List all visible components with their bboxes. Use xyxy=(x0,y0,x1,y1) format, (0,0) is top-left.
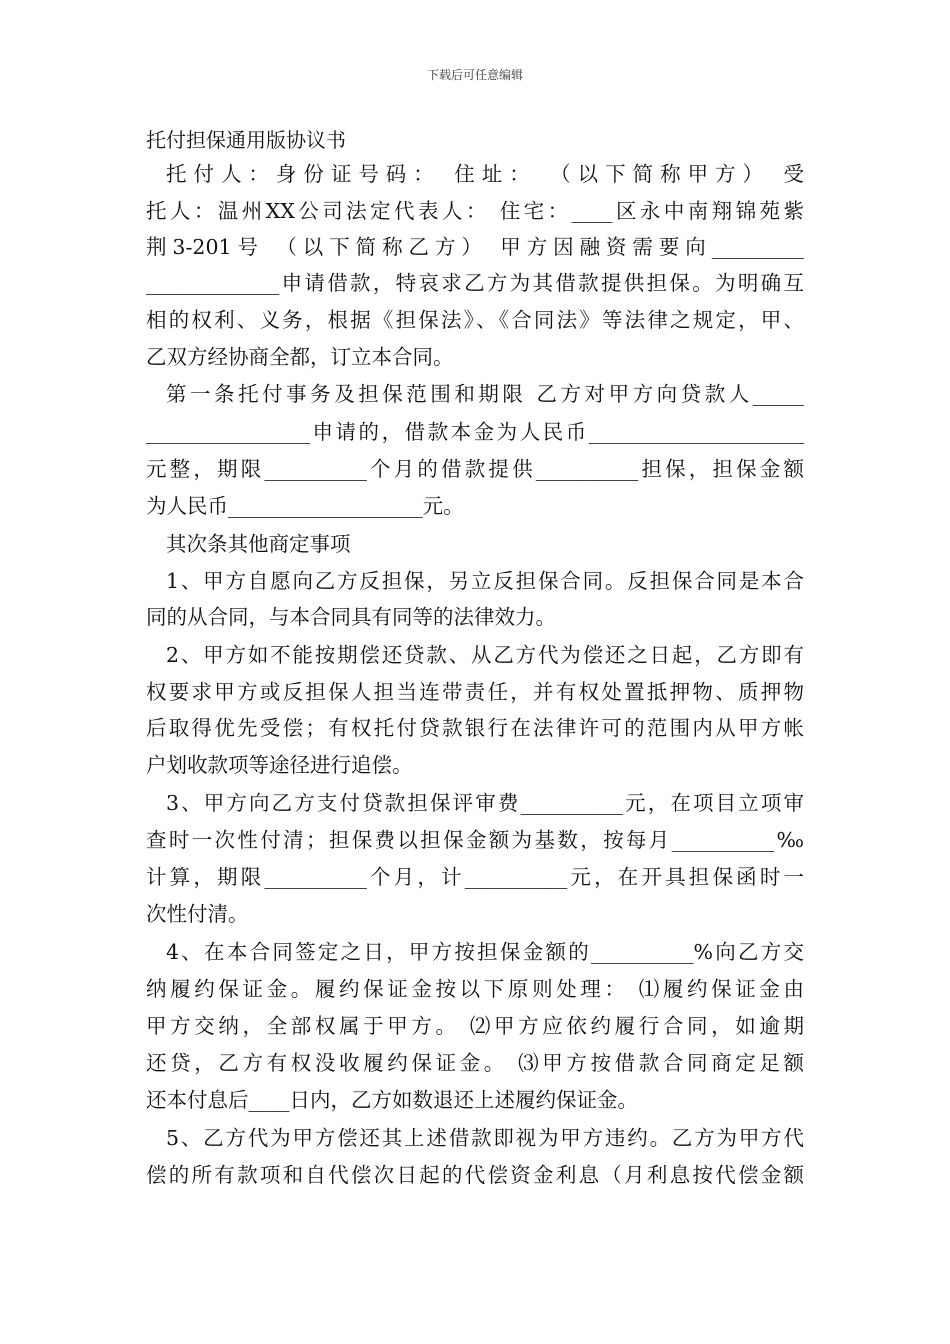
body-line: 第一条托付事务及担保范围和期限 乙方对甲方向贷款人_____ xyxy=(166,382,804,406)
body-line: 查时一次性付清；担保费以担保金额为基数，按每月__________‰ xyxy=(146,828,804,852)
body-line: 托人：温州XX公司法定代表人： 住宅：____区永中南翔锦苑紫 xyxy=(146,199,804,223)
body-line: 为人民币___________________元。 xyxy=(146,494,464,518)
body-line: 2、甲方如不能按期偿还贷款、从乙方代为偿还之日起，乙方即有 xyxy=(166,643,804,667)
body-line: 其次条其他商定事项 xyxy=(166,532,351,556)
body-line: 偿的所有款项和自代偿次日起的代偿资金利息（月利息按代偿金额 xyxy=(146,1163,804,1187)
body-line: 还本付息后____日内，乙方如数退还上述履约保证金。 xyxy=(146,1088,638,1112)
body-line: 荆3-201号 （以下简称乙方） 甲方因融资需要向_________ xyxy=(146,235,804,259)
page-header-note: 下载后可任意编辑 xyxy=(426,68,523,82)
body-line: 权要求甲方或反担保人担当连带责任，并有权处置抵押物、质押物 xyxy=(146,680,804,704)
body-line: 相的权利、义务，根据《担保法》、《合同法》等法律之规定，甲、 xyxy=(146,308,804,332)
body-line: 托付人：身份证号码： 住址： （以下简称甲方） 受 xyxy=(166,162,804,186)
body-line: 户划收款项等途径进行追偿。 xyxy=(146,753,413,777)
body-line: 5、乙方代为甲方偿还其上述借款即视为甲方违约。乙方为甲方代 xyxy=(166,1126,804,1150)
body-line: 同的从合同，与本合同具有同等的法律效力。 xyxy=(146,605,556,629)
document-title: 托付担保通用版协议书 xyxy=(146,128,346,152)
body-line: 次性付清。 xyxy=(146,902,249,926)
body-line: 纳履约保证金。履约保证金按以下原则处理： ⑴履约保证金由 xyxy=(146,977,804,1001)
body-line: _____________申请借款，特哀求乙方为其借款提供担保。为明确互 xyxy=(146,271,804,295)
body-line: 3、甲方向乙方支付贷款担保评审费__________元，在项目立项审 xyxy=(166,791,804,815)
body-line: 乙双方经协商全都，订立本合同。 xyxy=(146,345,454,369)
body-line: 计算，期限__________个月，计__________元，在开具担保函时一 xyxy=(146,865,804,889)
body-line: 4、在本合同签定之日，甲方按担保金额的__________%向乙方交 xyxy=(166,940,804,964)
body-line: 还贷，乙方有权没收履约保证金。 ⑶甲方按借款合同商定足额 xyxy=(146,1051,804,1075)
body-line: 元整，期限__________个月的借款提供__________担保，担保金额 xyxy=(146,457,804,481)
body-line: 后取得优先受偿；有权托付贷款银行在法律许可的范围内从甲方帐 xyxy=(146,716,804,740)
body-line: 1、甲方自愿向乙方反担保，另立反担保合同。反担保合同是本合 xyxy=(166,569,804,593)
body-line: ________________申请的，借款本金为人民币_____________________ xyxy=(146,420,804,444)
body-line: 甲方交纳，全部权属于甲方。 ⑵甲方应依约履行合同，如逾期 xyxy=(146,1014,804,1038)
